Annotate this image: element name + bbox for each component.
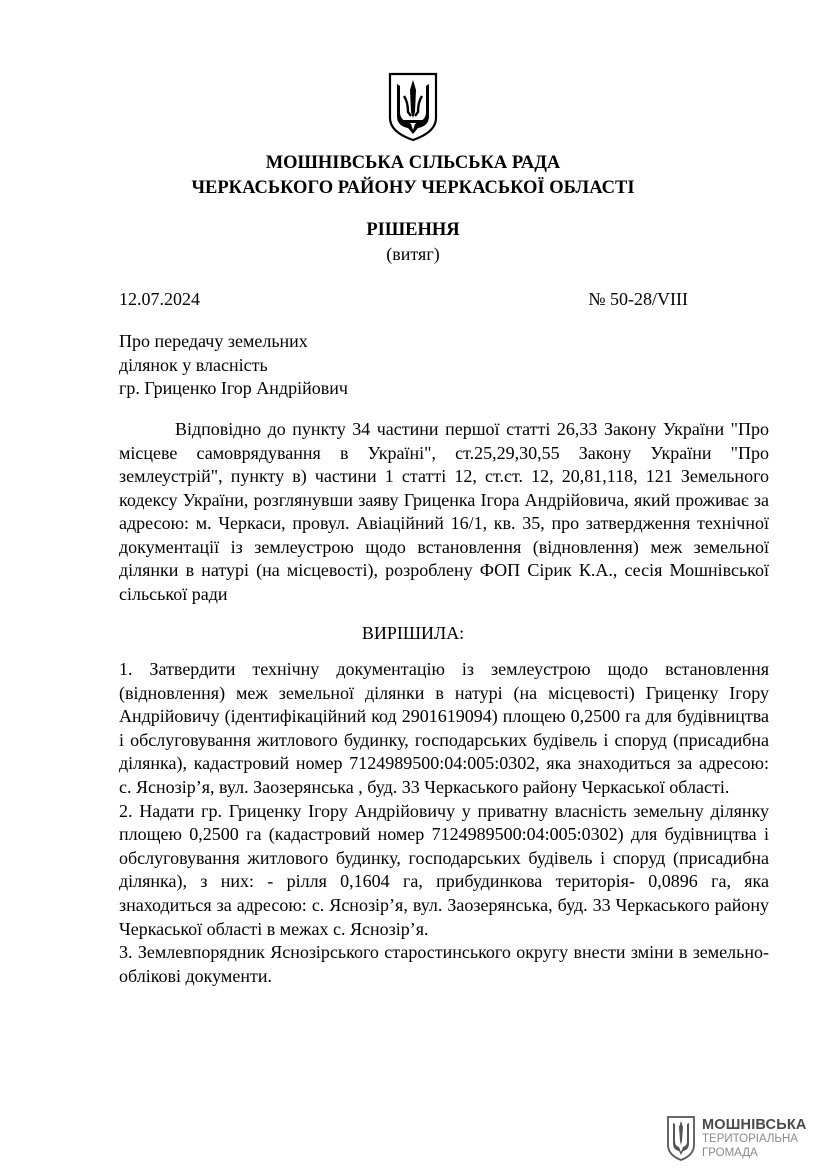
preamble-paragraph: Відповідно до пункту 34 частини першої статті 26,33 Закону України "Про місцеве самоврядування в Україні", ст.25,29,30,55 Закону України "Про землеустрій", пункту в) частини 1 статті 12, ст.ст. 12, 20,81,118, 121 Земельного кодексу України, розглянувши заяву Гриценка Ігора Андрійовича, який проживає за адресою: м. Черкаси, провул. Авіаційний 16/1, кв. 35, про затвердження технічної документації із землеустрою щодо встановлення (відновлення) меж земельної ділянки в натурі (на місцевості), розроблену ФОП Сірик К.А., сесія Мошнівської сільської ради — [119, 419, 769, 604]
about-line: Про передачу земельних — [119, 331, 308, 351]
logo-brand-text: МОШНІВСЬКА — [702, 1117, 807, 1133]
logo-sub-text: ГРОМАДА — [702, 1147, 758, 1159]
document-title: РІШЕННЯ — [366, 220, 460, 240]
council-district: ЧЕРКАСЬКОГО РАЙОНУ ЧЕРКАСЬКОЇ ОБЛАСТІ — [191, 178, 635, 198]
resolved-heading: ВИРІШИЛА: — [361, 623, 465, 643]
about-block — [119, 330, 348, 401]
decision-items — [119, 658, 769, 988]
decision-item: 1. Затвердити технічну документацію із землеустрою щодо встановлення (відновлення) меж земельної ділянки в натурі (на місцевості) Гриценку Ігору Андрійовичу (ідентифікаційний код 2901619094) площею 0,2500 га для будівництва і обслуговування житлового будинку, господарських будівель і споруд (присадибна ділянка), кадастровий номер 7124989500:04:005:0302, яка знаходиться за адресою: с. Яснозір’я, вул. Заозерянська , буд. 33 Черкаського району Черкаської області. — [119, 659, 769, 797]
decision-item: 2. Надати гр. Гриценку Ігору Андрійовичу у приватну власність земельну ділянку площею 0,2500 га (кадастровий номер 7124989500:04:005:0302) для будівництва і обслуговування житлового будинку, господарських будівель і споруд (присадибна ділянка), з них: - рілля 0,1604 га, прибудинкова територія- 0,0896 га, яка знаходиться за адресою: с. Яснозір’я, вул. Заозерянська, буд. 33 Черкаського району Черкаської області в межах с. Яснозір’я. — [119, 800, 769, 939]
logo-sub-text: ТЕРИТОРІАЛЬНА — [702, 1133, 798, 1145]
about-line: гр. Гриценко Ігор Андрійович — [119, 378, 348, 398]
about-line: ділянок у власність — [119, 354, 268, 375]
document-number: № 50-28/VIII — [588, 289, 688, 309]
tryzub-emblem-icon — [386, 72, 440, 142]
council-name: МОШНІВСЬКА СІЛЬСЬКА РАДА — [265, 153, 561, 173]
community-logo — [666, 1115, 816, 1165]
document-subtitle: (витяг) — [386, 244, 440, 264]
document-date: 12.07.2024 — [119, 289, 200, 309]
tryzub-logo-icon — [666, 1115, 696, 1161]
decision-item: 3. Землевпорядник Яснозірського старостинського округу внести зміни в земельно-облікові документи. — [119, 942, 769, 986]
